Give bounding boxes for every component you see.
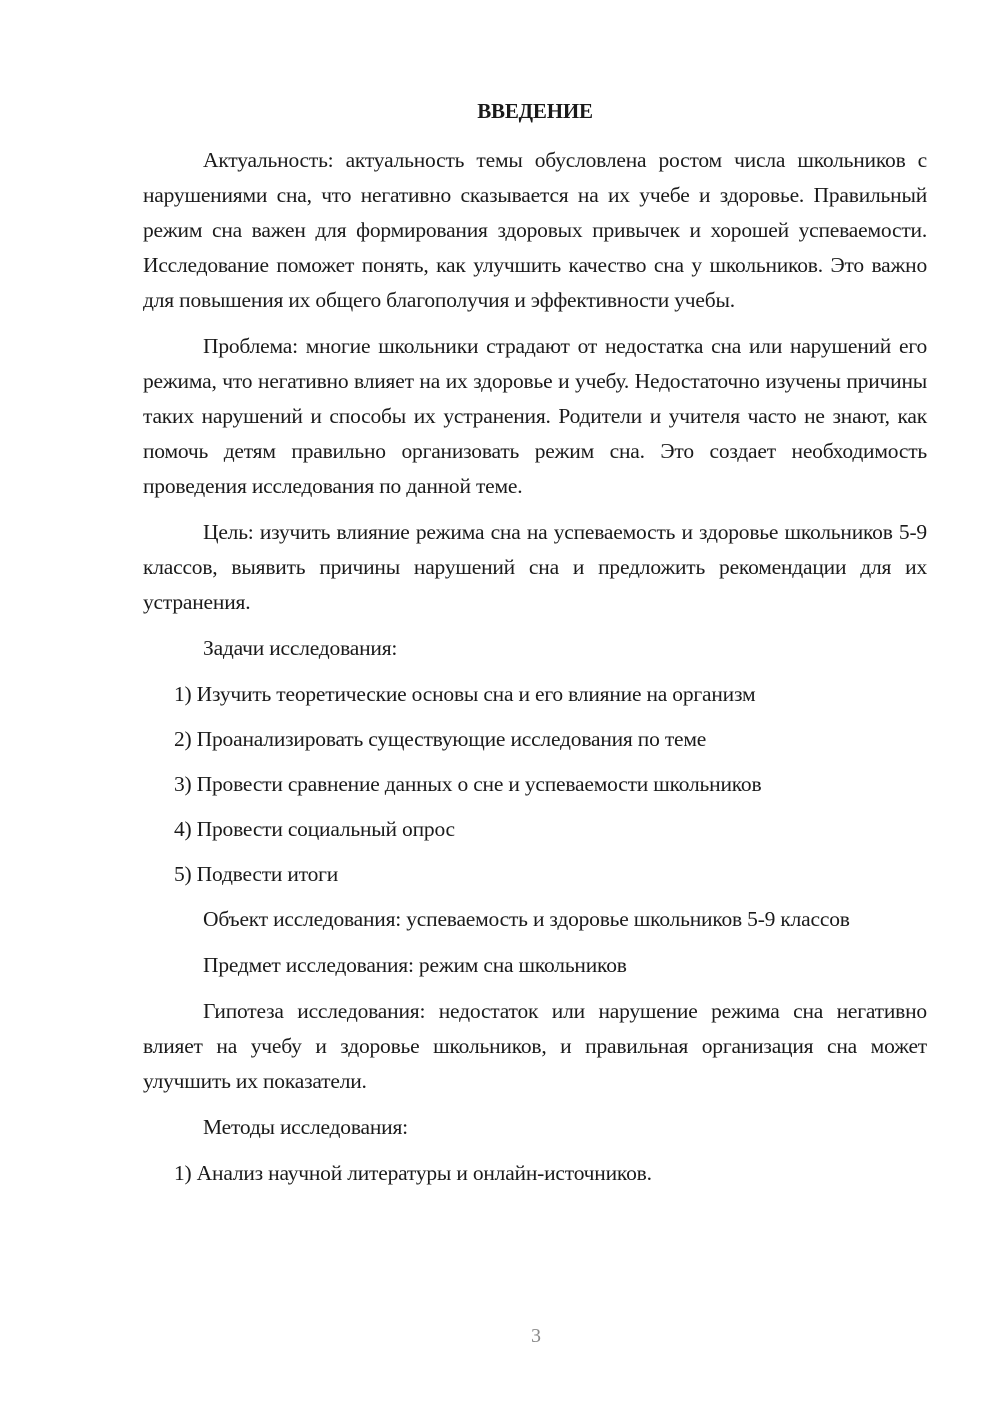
subject-paragraph: Предмет исследования: режим сна школьников xyxy=(203,953,627,977)
page-content xyxy=(143,94,927,1201)
task-item: 2) Проанализировать существующие исследования по теме xyxy=(174,727,707,751)
methods-heading: Методы исследования: xyxy=(203,1115,408,1139)
tasks-heading: Задачи исследования: xyxy=(203,636,398,660)
goal-paragraph: Цель: изучить влияние режима сна на успеваемость и здоровье школьников 5-9 классов, выявить причины нарушений сна и предложить рекомендации для их устранения. xyxy=(143,520,927,614)
hypothesis-paragraph: Гипотеза исследования: недостаток или нарушение режима сна негативно влияет на учебу и здоровье школьников, и правильная организация сна может улучшить их показатели. xyxy=(143,999,927,1093)
task-item: 3) Провести сравнение данных о сне и успеваемости школьников xyxy=(174,772,762,796)
task-item: 1) Изучить теоретические основы сна и его влияние на организм xyxy=(174,682,756,706)
task-item: 5) Подвести итоги xyxy=(174,862,339,886)
section-title: ВВЕДЕНИЕ xyxy=(477,99,593,123)
method-item: 1) Анализ научной литературы и онлайн-источников. xyxy=(174,1161,652,1185)
problem-paragraph: Проблема: многие школьники страдают от недостатка сна или нарушений его режима, что негативно влияет на их здоровье и учебу. Недостаточно изучены причины таких нарушений и способы их устранения. Родители и учителя часто не знают, как помочь детям правильно организовать режим сна. Это создает необходимость проведения исследования по данной теме. xyxy=(143,334,927,498)
task-item: 4) Провести социальный опрос xyxy=(174,817,455,841)
object-paragraph: Объект исследования: успеваемость и здоровье школьников 5-9 классов xyxy=(203,907,850,931)
page-number: 3 xyxy=(531,1325,541,1347)
relevance-paragraph: Актуальность: актуальность темы обусловлена ростом числа школьников с нарушениями сна, что негативно сказывается на их учебе и здоровье. Правильный режим сна важен для формирования здоровых привычек и хорошей успеваемости. Исследование поможет понять, как улучшить качество сна у школьников. Это важно для повышения их общего благополучия и эффективности учебы. xyxy=(143,148,927,312)
